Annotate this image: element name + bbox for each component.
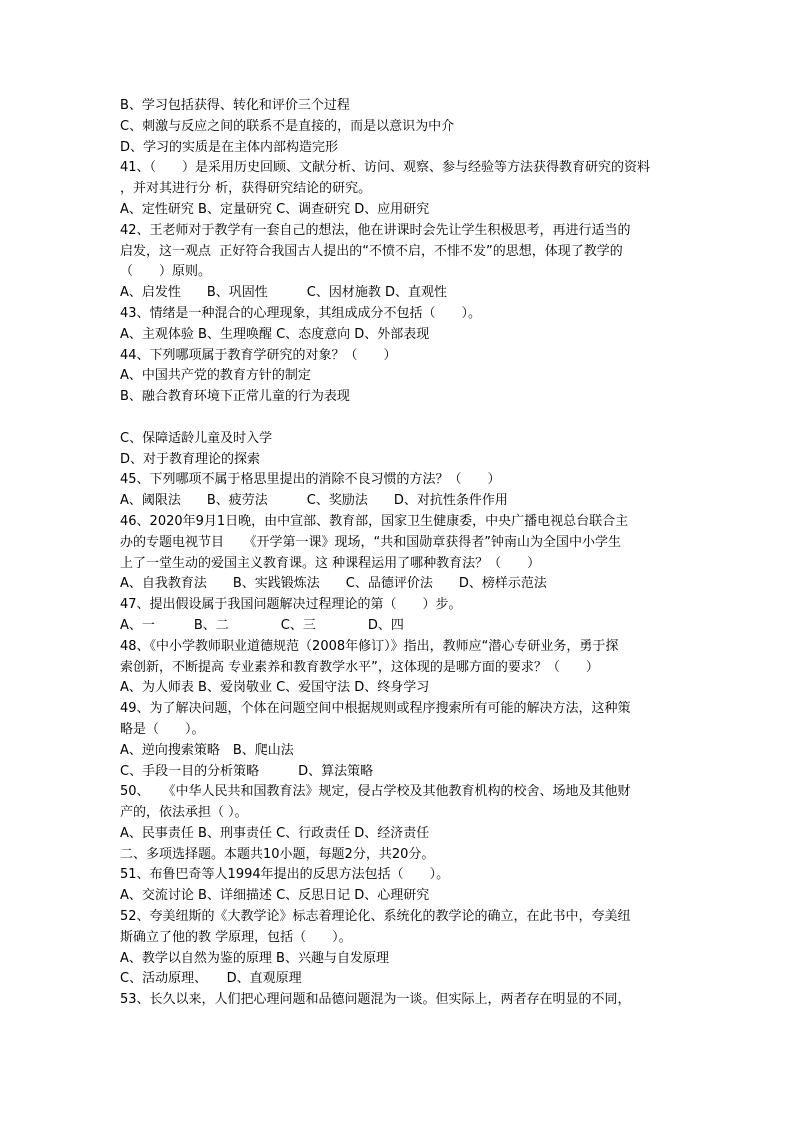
text-line: A、交流讨论 B、详细描述 C、反思日记 D、心理研究 xyxy=(120,888,430,904)
text-line: C、刺激与反应之间的联系不是直接的，而是以意识为中介 xyxy=(120,118,455,134)
text-line: 略是（ ）。 xyxy=(120,721,205,737)
text-line: A、中国共产党的教育方针的制定 xyxy=(120,368,311,384)
text-line: 48、《中小学教师职业道德规范（2008年修订）》指出，教师应“潜心专研业务，勇于探 xyxy=(120,638,619,654)
document-page xyxy=(120,96,680,1011)
text-line: 46、2020年9月1日晚，由中宣部、教育部，国家卫生健康委，中央广播电视总台联合主 xyxy=(120,513,629,529)
text-line: 启发，这一观点 正好符合我国古人提出的“不愤不启，不悱不发”的思想，体现了教学的 xyxy=(120,243,623,259)
text-line: A、逆向搜索策略 B、爬山法 xyxy=(120,742,294,758)
text-line: A、主观体验 B、生理唤醒 C、态度意向 D、外部表现 xyxy=(120,326,430,342)
text-line: 45、下列哪项不属于格思里提出的消除不良习惯的方法？（ ） xyxy=(120,472,501,488)
section-heading: 二、多项选择题。本题共10小题，每题2分，共20分。 xyxy=(120,846,435,862)
text-line: C、活动原理、 D、直观原理 xyxy=(120,971,302,987)
blank-line xyxy=(120,408,680,429)
text-line: 44、下列哪项属于教育学研究的对象？（ ） xyxy=(120,347,397,363)
text-line: 斯确立了他的教 学原理，包括（ ）。 xyxy=(120,929,352,945)
text-line: A、定性研究 B、定量研究 C、调查研究 D、应用研究 xyxy=(120,201,430,217)
text-line: 47、提出假设属于我国问题解决过程理论的第（ ）步。 xyxy=(120,597,462,613)
text-line: C、手段一目的分析策略 D、算法策略 xyxy=(120,763,374,779)
text-line: 产的，依法承担（ ）。 xyxy=(120,805,248,821)
text-line: B、融合教育环境下正常儿童的行为表现 xyxy=(120,389,350,405)
text-line: 50、 《中华人民共和国教育法》规定，侵占学校及其他教育机构的校舍、场地及其他财 xyxy=(120,784,631,800)
text-line: A、自我教育法 B、实践锻炼法 C、品德评价法 D、榜样示范法 xyxy=(120,576,547,592)
text-line: D、学习的实质是在主体内部构造完形 xyxy=(120,139,339,155)
text-line: 41、（ ）是采用历史回顾、文献分析、访问、观察、参与经验等方法获得教育研究的资料 xyxy=(120,160,651,176)
text-line: 52、夸美纽斯的《大教学论》标志着理论化、系统化的教学论的确立，在此书中，夸美纽 xyxy=(120,909,631,925)
text-line: （ ）原则。 xyxy=(120,264,212,280)
text-line: C、保障适龄儿童及时入学 xyxy=(120,430,273,446)
text-line: 53、长久以来，人们把心理问题和品德问题混为一谈。但实际上，两者存在明显的不同， xyxy=(120,992,631,1008)
text-line: 上了一堂生动的爱国主义教育课。这 种课程运用了哪种教育法？（ ） xyxy=(120,555,541,571)
text-line: 51、布鲁巴奇等人1994年提出的反思方法包括（ ）。 xyxy=(120,867,450,883)
text-line: A、民事责任 B、刑事责任 C、行政责任 D、经济责任 xyxy=(120,825,430,841)
text-line: A、教学以自然为鉴的原理 B、兴趣与自发原理 xyxy=(120,950,389,966)
text-line: 49、为了解决问题，个体在问题空间中根据规则或程序搜索所有可能的解决方法，这种策 xyxy=(120,701,631,717)
text-line: 办的专题电视节目 《开学第一课》现场，“共和国勋章获得者”钟南山为全国中小学生 xyxy=(120,534,621,550)
text-line: A、阈限法 B、疲劳法 C、奖励法 D、对抗性条件作用 xyxy=(120,493,508,509)
text-line: 42、王老师对于教学有一套自己的想法，他在讲课时会先让学生积极思考，再进行适当的 xyxy=(120,222,631,238)
text-line: D、对于教育理论的探索 xyxy=(120,451,261,467)
text-line: A、启发性 B、巩固性 C、因材施教 D、直观性 xyxy=(120,285,448,301)
text-line: ，并对其进行分 析，获得研究结论的研究。 xyxy=(120,181,372,197)
text-line: A、一 B、二 C、三 D、四 xyxy=(120,617,404,633)
text-line: B、学习包括获得、转化和评价三个过程 xyxy=(120,98,350,113)
text-line: 43、情绪是一种混合的心理现象，其组成成分不包括（ ）。 xyxy=(120,305,482,321)
text-line: 索创新，不断提高 专业素养和教育教学水平”，这体现的是哪方面的要求？（ ） xyxy=(120,659,599,675)
text-line: A、为人师表 B、爱岗敬业 C、爱国守法 D、终身学习 xyxy=(120,680,430,696)
